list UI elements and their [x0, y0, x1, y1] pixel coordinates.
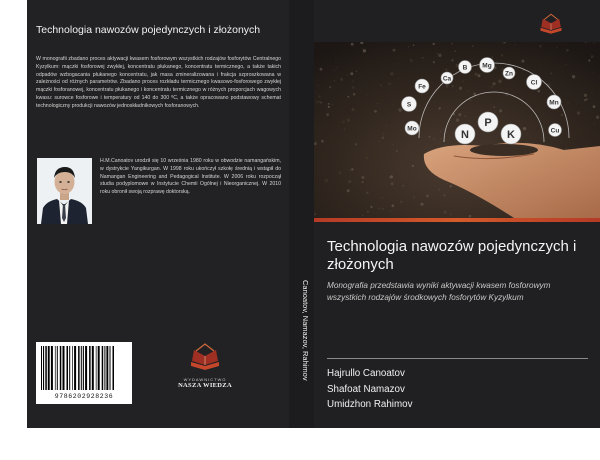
back-cover-blurb: W monografii zbadano proces aktywacji kwasem fosforowym wszystkich rodzajów fosforytów Centralnego Kyzylkum: mączki fosforowej zwykłej, koncentratu płukanego, koncentratu termicznego, a także takich odpadów wzbogacania płukanego koncentratu, jak masa zmineralizowana i frakcja szproszkowana w zależności od różnych parametrów. Zbadano proces rozkładu termicznego kwasowo-fosforowego zwykłej mączki fosforanowej, koncentratu płukanego i koncentratu termicznego w różnych proporcjach wagowych kwasu: surowce fosforowe i temperatury od 140 do 300 ºC, a także opracowano podstawowy schemat technologiczny produkcji nawozów jednoskładnikowych fosforanowych.	[36, 56, 281, 109]
element-symbol: B	[462, 64, 468, 72]
front-cover-title: Technologia nawozów pojedynczych i złożonych	[327, 238, 577, 273]
back-cover	[27, 0, 289, 428]
soil-hand-nutrients-image	[314, 42, 600, 218]
element-symbol: Mg	[482, 62, 492, 70]
barcode-bars	[40, 346, 128, 390]
barcode-bar	[43, 346, 44, 390]
barcode-bar	[104, 346, 105, 390]
barcode-bar	[51, 346, 53, 390]
barcode-bar	[102, 346, 104, 390]
barcode-bar	[63, 346, 65, 390]
element-symbol: Mo	[407, 125, 417, 133]
element-symbol: Zn	[505, 70, 513, 78]
element-symbol: Cu	[550, 127, 560, 135]
barcode-number: 9786202928236	[54, 393, 114, 400]
barcode-bar	[55, 346, 56, 390]
back-cover-title: Technologia nawozów pojedynczych i złożonych	[36, 24, 261, 36]
author-photo	[37, 158, 92, 224]
publisher-line1: WYDAWNICTWO	[183, 377, 227, 382]
element-circle	[503, 67, 515, 79]
soil-in-hand	[470, 144, 538, 156]
barcode-bar	[74, 346, 76, 390]
front-cover-subtitle: Monografia przedstawia wyniki aktywacji kwasem fosforowym wszystkich rodzajów środkowych fosforytów Kyzylkum	[327, 281, 551, 302]
element-circle	[480, 58, 495, 73]
element-circle	[415, 79, 429, 93]
front-cover	[314, 0, 600, 428]
barcode-bar	[106, 346, 108, 390]
barcode-bar	[92, 346, 94, 390]
author-portrait-image	[37, 158, 92, 224]
element-symbol: Ca	[442, 75, 452, 83]
barcode-bar	[89, 346, 91, 390]
element-circle	[549, 124, 562, 137]
book-logo-icon	[185, 342, 225, 372]
divider	[327, 358, 588, 359]
barcode-bar	[110, 346, 111, 390]
barcode-bar	[45, 346, 47, 390]
element-symbol: K	[507, 128, 515, 141]
element-circle	[402, 97, 417, 112]
barcode-bar	[113, 346, 115, 390]
barcode-bar	[96, 346, 97, 390]
barcode-bar	[57, 346, 58, 390]
element-circle	[547, 95, 561, 109]
accent-stripe	[314, 218, 600, 222]
element-circle	[527, 75, 542, 90]
barcode	[36, 342, 132, 404]
barcode-bar	[69, 346, 70, 390]
spine	[289, 0, 314, 428]
author-list	[327, 366, 527, 413]
author-name: Hajrullo Canoatov	[327, 368, 405, 379]
publisher-line2: NASZA WIEDZA	[178, 382, 232, 389]
element-circle	[455, 124, 475, 144]
barcode-bar	[85, 346, 87, 390]
barcode-bar	[41, 346, 42, 390]
element-symbol: P	[484, 116, 492, 129]
element-symbol: Mn	[549, 99, 559, 107]
barcode-bar	[48, 346, 50, 390]
cover-illustration	[314, 42, 600, 218]
barcode-bar	[78, 346, 80, 390]
spine-authors: Canoatov, Namazov, Rahimov	[301, 280, 310, 381]
barcode-bar	[98, 346, 100, 390]
author-bio: H.M.Canoatov urodził się 10 września 1980 roku w obwodzie namangańskim, w dystrykcie Yangikurgan. W 1998 roku ukończył szkołę średnią i wstąpił do Namangan Engineering and Pedagogical Institute. W 2006 roku rozpoczął studia podyplomowe w Instytucie Chemii Ogólnej i Nieorganicznej. W 2010 roku obronił swoją rozprawę doktorską.	[100, 158, 281, 196]
barcode-bar	[72, 346, 73, 390]
element-symbol: S	[406, 101, 412, 109]
element-symbol: Fe	[418, 83, 426, 91]
publisher-logo-back	[165, 342, 245, 402]
book-logo-icon	[536, 12, 566, 36]
barcode-bar	[83, 346, 84, 390]
barcode-bar	[81, 346, 82, 390]
barcode-bar	[67, 346, 69, 390]
element-circle	[501, 124, 521, 144]
element-symbol: Cl	[530, 79, 538, 87]
element-circle	[405, 121, 419, 135]
element-symbol: N	[461, 128, 469, 141]
author-name: Umidzhon Rahimov	[327, 399, 413, 410]
barcode-bar	[60, 346, 62, 390]
author-name: Shafoat Namazov	[327, 383, 405, 395]
element-circle	[459, 61, 472, 74]
element-circle	[441, 72, 453, 84]
element-circle	[478, 112, 498, 132]
